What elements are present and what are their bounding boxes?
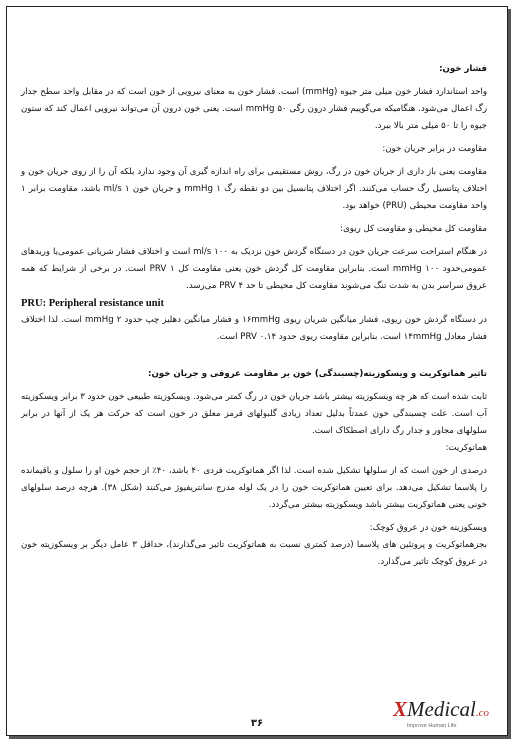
paragraph-peripheral: در هنگام استراحت سرعت جریان خون در دستگاه گردش خون نزدیک به ۱۰۰ ml/s است و اختلاف فشار شریانی عمومی‌یا وریدهای عمومی‌حدود ۱۰۰ mmHg است. بنابراین مقاومت کل گردش خون یعنی مقاومت کل ۱ PRV است. در برخی از شرایط که همه عروق سراسر بدن به شدت تنگ می‌شوند مقاومت کل محیطی تا حد ۴ PRV می‌رسد. <box>21 247 488 291</box>
section-title-hematocrit: هماتوکریت: <box>445 443 487 453</box>
paragraph-hematocrit: درصدی از خون است که از سلولها تشکیل شده است. لذا اگر هماتوکریت فردی ۴۰ باشد، ۴۰٪ از حجم خون او را سلول و باقیمانده را پلاسما تشکیل می‌دهد. برای تعیین هماتوکریت خون را در یک لوله مدرج سانتریفیوژ می‌کنند (شکل ۳۸). هرچه درصد سلولهای خونی یعنی هماتوکریت بیشتر باشد ویسکوزیته بیشتر می‌گردد. <box>21 466 488 510</box>
section-title-small-vessels: ویسکوزیته خون در عروق کوچک: <box>369 523 487 533</box>
section-title-peripheral: مقاومت کل محیطی و مقاومت کل ریوی: <box>340 224 487 234</box>
section-title-blood-pressure: فشار خون: <box>439 64 487 74</box>
logo-wordmark: XMedical.co <box>393 697 489 721</box>
paragraph-small-vessels: بجزهماتوکریت و پروتئین های پلاسما (درصد کمتری نسبت به هماتوکریت تاثیر می‌گذارند)، حداقل ۳ عامل دیگر بر ویسکوزیته خون در عروق کوچک تاثیر می‌گذارد. <box>21 540 487 567</box>
section-title-hematocrit-viscosity: تاثیر هماتوکریت و ویسکوزیته(چسبندگی) خون بر مقاومت عروقی و جریان خون: <box>148 369 487 379</box>
section-title-resistance: مقاومت در برابر جریان خون: <box>382 144 487 154</box>
paragraph-blood-pressure: واحد استاندارد فشار خون میلی متر جیوه (mmHg) است. فشار خون به معنای نیرویی از خون است که در مقابل واحد سطح جدار رگ اعمال می‌شود. هنگامیکه می‌گوییم فشار درون رگی ۵۰ mmHg است. یعنی خون درون آن می‌تواند نیرویی اعمال کند که ستون جیوه را تا ۵۰ میلی متر بالا ببرد. <box>21 87 487 131</box>
paragraph-hematocrit-viscosity: ثابت شده است که هر چه ویسکوزیته بیشتر باشد جریان خون در رگ کمتر می‌شود. ویسکوزیته طبیعی خون حدود ۳ برابر ویسکوزیته آب است. علت چسبندگی خون عمدتاً بدلیل تعداد زیادی گلبولهای قرمز معلق در خون است که حرکت هر یک از آنها در برابر سلولهای مجاور و جدار رگ دارای اصطکاک است. <box>21 392 487 436</box>
paragraph-resistance: مقاومت یعنی باز داری از جریان خون در رگ، روش مستقیمی برای راه اندازه گیری آن وجود ندارد بلکه آن را از روی جریان خون و اختلاف پتانسیل رگ حساب می‌کنند. اگر اختلاف پتانسیل بین دو نقطه رگ ۱ mmHg و جریان خون ۱ ml/s باشد، مقاومت برابر ۱ واحد مقاومت محیطی (PRU) خواهد بود. <box>21 167 488 211</box>
logo-tagline: Improve Human Life <box>407 723 457 729</box>
pru-definition: PRU: Peripheral resistance unit <box>21 298 164 309</box>
page-number: ۳۶ <box>250 718 264 729</box>
paragraph-pulmonary: در دستگاه گردش خون ریوی، فشار میانگین شریان ریوی ۱۶mmHg و فشار میانگین دهلیز چپ حدود ۲ mmHg است. لذا اختلاف فشار معادل ۱۴mmHg است. بنابراین مقاومت ریوی حدود ۰.۱۴ PRV است. <box>21 315 487 342</box>
document-page <box>6 6 508 736</box>
xmedical-logo <box>393 699 503 729</box>
page-content <box>7 7 507 735</box>
